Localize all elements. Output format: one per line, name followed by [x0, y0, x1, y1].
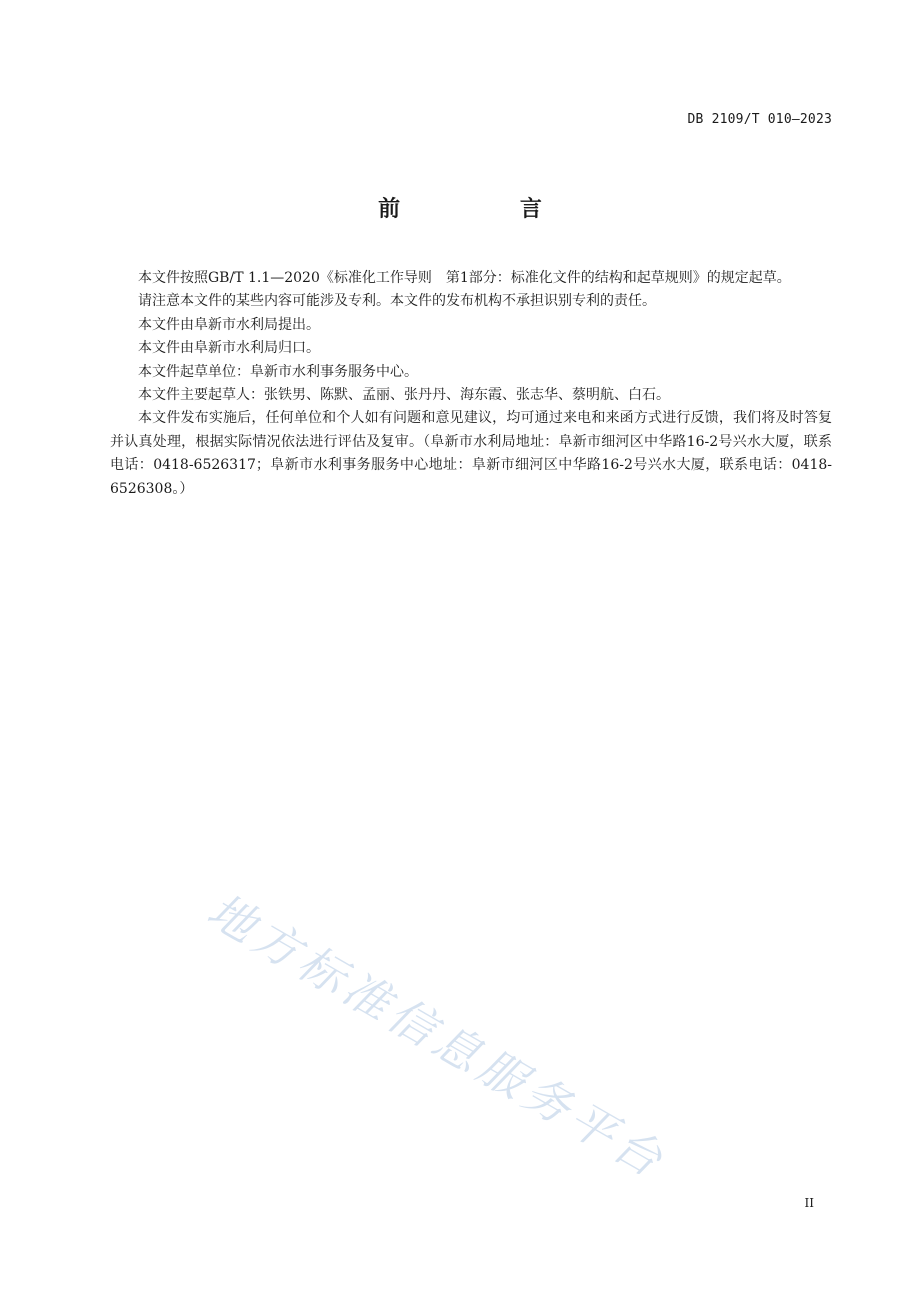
paragraph-administrator: 本文件由阜新市水利局归口。: [138, 340, 320, 357]
paragraph-drafting-rules: 本文件按照GB/T 1.1—2020《标准化工作导则 第1部分：标准化文件的结构和起草规则》的规定起草。: [138, 270, 791, 286]
paragraph-drafting-unit: 本文件起草单位：阜新市水利事务服务中心。: [138, 363, 418, 380]
document-code: DB 2109/T 010—2023: [687, 112, 832, 127]
paragraph-proposer: 本文件由阜新市水利局提出。: [138, 316, 320, 333]
paragraph-feedback: 本文件发布实施后，任何单位和个人如有问题和意见建议，均可通过来电和来函方式进行反馈，我们将及时答复并认真处理，根据实际情况依法进行评估及复审。（阜新市水利局地址：阜新市细河区中华路16-2号兴水大厦，联系电话：0418-6526317；阜新市水利事务服务中心地址：阜新市细河区中华路16-2号兴水大厦，联系电话：0418-6526308。）: [110, 410, 832, 497]
paragraph-patent-notice: 请注意本文件的某些内容可能涉及专利。本文件的发布机构不承担识别专利的责任。: [138, 293, 656, 310]
watermark: 地方标准信息服务平台: [198, 882, 676, 1190]
page-title: 前 言: [378, 197, 598, 222]
preface-body: [110, 267, 832, 501]
page-number: II: [804, 1196, 814, 1210]
paragraph-drafters: 本文件主要起草人：张铁男、陈默、孟丽、张丹丹、海东霞、张志华、蔡明航、白石。: [138, 387, 670, 404]
